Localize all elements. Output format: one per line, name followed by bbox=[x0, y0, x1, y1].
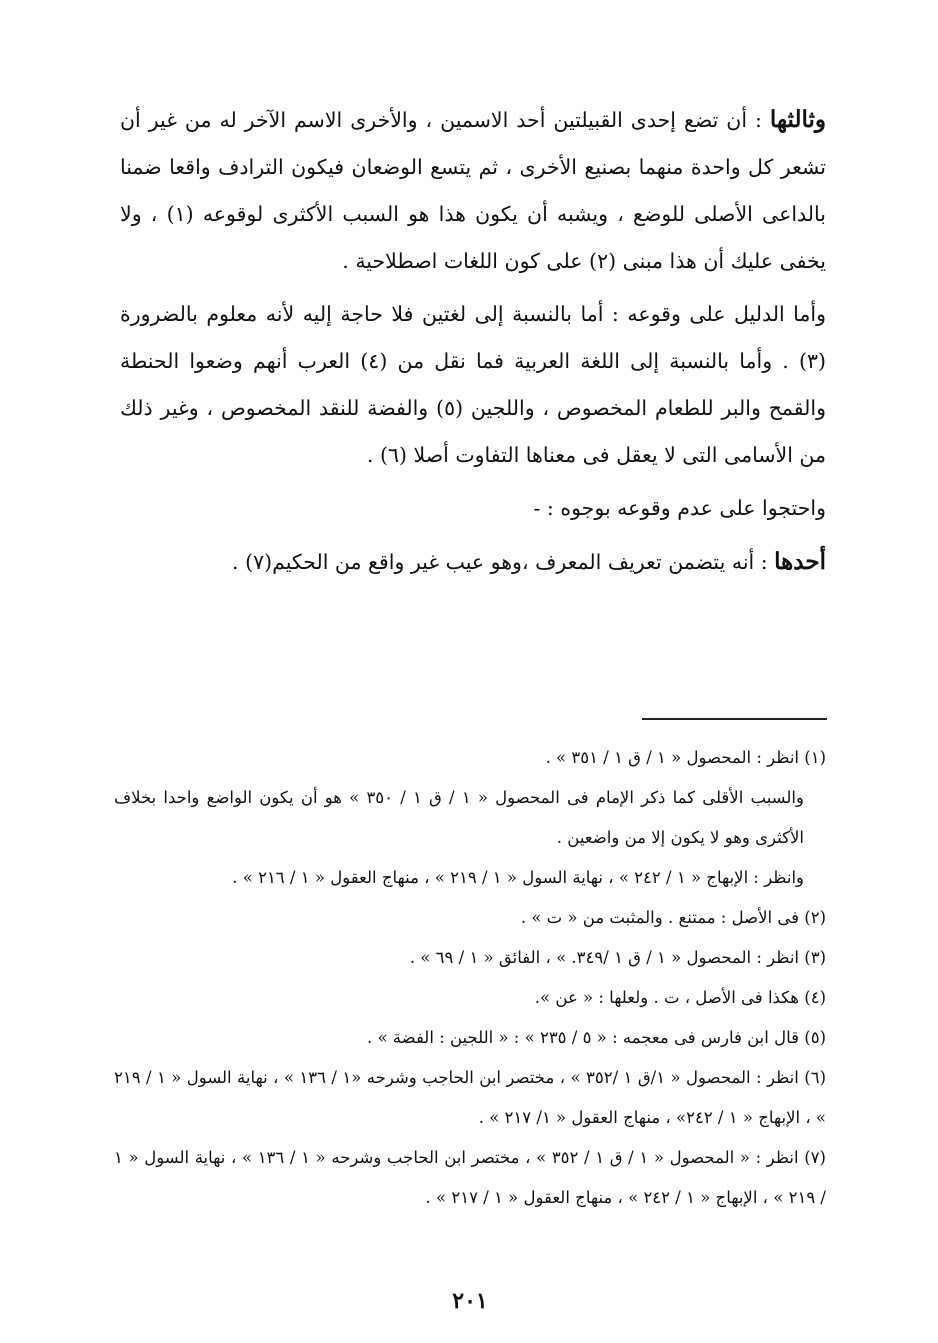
paragraph-lead: أحدها bbox=[774, 548, 826, 575]
paragraph-1 bbox=[120, 96, 826, 285]
footnote: (٣) انظر : المحصول « ١ / ق ١ /٣٤٩. » ، الفائق « ١ / ٦٩ » . bbox=[409, 948, 826, 967]
footnote: (١) انظر : المحصول « ١ / ق ١ / ٣٥١ » . bbox=[545, 748, 826, 767]
footnotes bbox=[114, 738, 826, 1218]
paragraph-4 bbox=[120, 538, 826, 586]
footnote: (٧) انظر : « المحصول « ١ / ق ١ / ٣٥٢ » ، مختصر ابن الحاجب وشرحه « ١ / ١٣٦ » ، نهاية السول « ١ / ٢١٩ » ، الإبهاج « ١ / ٢٤٢ » ، منهاج العقول « ١ / ٢١٧ » . bbox=[114, 1148, 826, 1207]
footnote: (٤) هكذا فى الأصل ، ت . ولعلها : « عن ». bbox=[534, 988, 826, 1007]
footnote-separator bbox=[642, 718, 827, 720]
paragraph-text: واحتجوا على عدم وقوعه بوجوه : - bbox=[533, 496, 826, 520]
footnote: (٢) فى الأصل : ممتنع . والمثبت من « ت » . bbox=[520, 908, 826, 927]
paragraph-3 bbox=[120, 485, 826, 532]
paragraph-text: : أنه يتضمن تعريف المعرف ،وهو عيب غير واقع من الحكيم(٧) . bbox=[232, 550, 775, 574]
paragraph-text: وأما الدليل على وقوعه : أما بالنسبة إلى لغتين فلا حاجة إليه لأنه معلوم بالضرورة (٣) . وأما بالنسبة إلى اللغة العربية فما نقل من (٤) العرب أنهم وضعوا الحنطة والقمح والبر للطعام المخصوص ، واللجين (٥) والفضة للنقد المخصوص ، وغير ذلك من الأسامى التى لا يعقل فى معناها التفاوت أصلا (٦) . bbox=[120, 302, 827, 467]
paragraph-2 bbox=[120, 291, 826, 479]
footnote-continuation: وانظر : الإبهاج « ١ / ٢٤٢ » ، نهاية السول « ١ / ٢١٩ » ، منهاج العقول « ١ / ٢١٦ » . bbox=[232, 868, 804, 887]
main-text bbox=[120, 96, 826, 586]
footnote: (٦) انظر : المحصول « ١/ق ١ /٣٥٢ » ، مختصر ابن الحاجب وشرحه «١ / ١٣٦ » ، نهاية السول « ١ / ٢١٩ » ، الإبهاج « ١ / ٢٤٢» ، منهاج العقول « ١/ ٢١٧ » . bbox=[114, 1068, 827, 1127]
footnote-continuation: والسبب الأقلى كما ذكر الإمام فى المحصول « ١ / ق ١ / ٣٥٠ » هو أن يكون الواضع واحدا بخلاف الأكثرى وهو لا يكون إلا من واضعين . bbox=[114, 788, 804, 847]
paragraph-text: : أن تضع إحدى القبيلتين أحد الاسمين ، والأخرى الاسم الآخر له من غير أن تشعر كل واحدة منهما بصنيع الأخرى ، ثم يتسع الوضعان فيكون الترادف واقعا ضمنا بالداعى الأصلى للوضع ، ويشبه أن يكون هذا هو السبب الأكثرى لوقوعه (١) ، ولا يخفى عليك أن هذا مبنى (٢) على كون اللغات اصطلاحية . bbox=[120, 108, 827, 273]
footnote: (٥) قال ابن فارس فى معجمه : « ٥ / ٢٣٥ » : « اللجين : الفضة » . bbox=[366, 1028, 826, 1047]
paragraph-lead: وثالثها bbox=[769, 106, 826, 133]
page-number: ٢٠١ bbox=[452, 1288, 488, 1314]
